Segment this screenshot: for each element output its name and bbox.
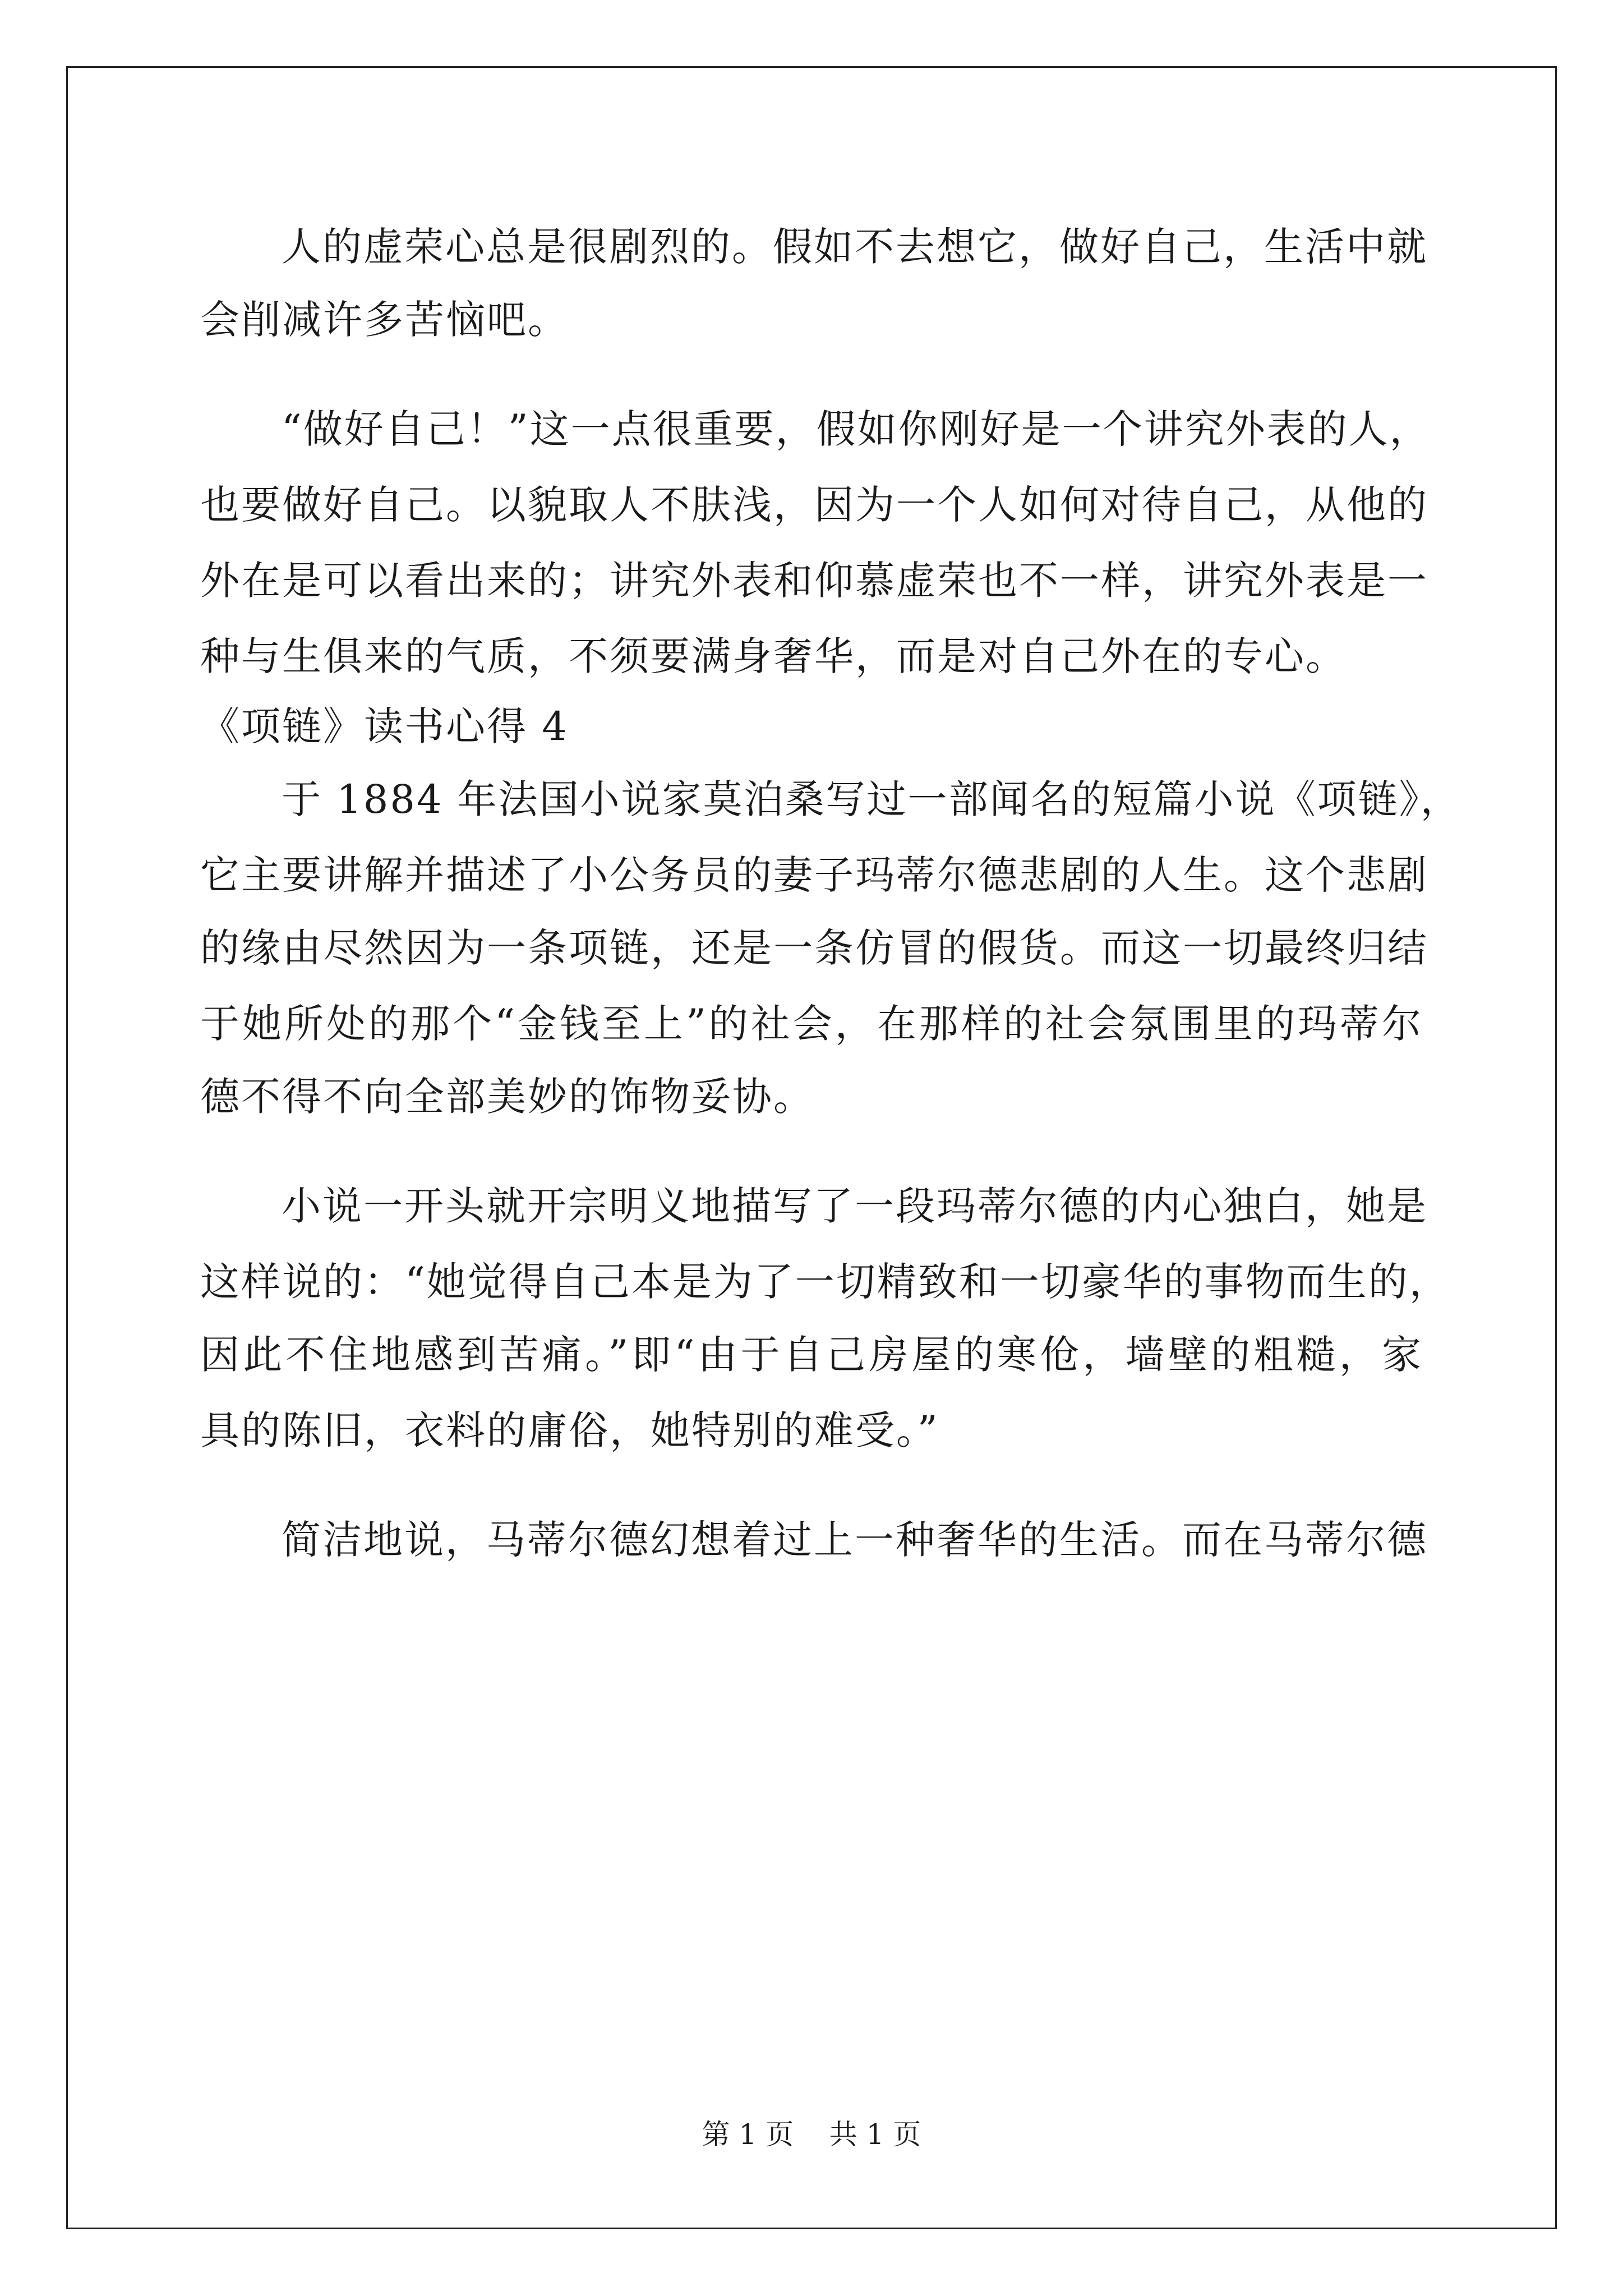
paragraph-4-line-2: 这样说的：“她觉得自己本是为了一切精致和一切豪华的事物而生的， <box>200 1259 1450 1305</box>
paragraph-4-line-4: 具的陈旧，衣料的庸俗，她特别的难受。” <box>200 1407 939 1453</box>
paragraph-2-line-2: 也要做好自己。以貌取人不肤浅，因为一个人如何对待自己，从他的 <box>200 482 1428 528</box>
paragraph-2-line-4: 种与生俱来的气质，不须要满身奢华，而是对自己外在的专心。 <box>200 633 1347 679</box>
page-border <box>66 66 1557 2229</box>
paragraph-5-line-1: 简洁地说，马蒂尔德幻想着过上一种奢华的生活。而在马蒂尔德 <box>282 1517 1428 1563</box>
section-heading: 《项链》读书心得 4 <box>200 703 569 749</box>
paragraph-3-line-2: 它主要讲解并描述了小公务员的妻子玛蒂尔德悲剧的人生。这个悲剧 <box>200 852 1428 898</box>
paragraph-2-line-3: 外在是可以看出来的；讲究外表和仰慕虚荣也不一样，讲究外表是一 <box>200 558 1428 604</box>
paragraph-3-line-3: 的缘由尽然因为一条项链，还是一条仿冒的假货。而这一切最终归结 <box>200 925 1428 971</box>
paragraph-1-line-2: 会削减许多苦恼吧。 <box>200 297 569 343</box>
paragraph-4-line-3: 因此不住地感到苦痛。”即“由于自己房屋的寒伧，墙壁的粗糙，家 <box>200 1332 1423 1378</box>
paragraph-3-line-1: 于 1884 年法国小说家莫泊桑写过一部闻名的短篇小说《项链》， <box>282 776 1461 822</box>
page-number-footer: 第 1 页 共 1 页 <box>702 2118 921 2151</box>
paragraph-2-line-1: “做好自己！”这一点很重要，假如你刚好是一个讲究外表的人， <box>282 406 1431 452</box>
paragraph-3-line-4: 于她所处的那个“金钱至上”的社会，在那样的社会氛围里的玛蒂尔 <box>200 1001 1423 1047</box>
paragraph-4-line-1: 小说一开头就开宗明义地描写了一段玛蒂尔德的内心独白，她是 <box>282 1183 1428 1229</box>
paragraph-1-line-1: 人的虚荣心总是很剧烈的。假如不去想它，做好自己，生活中就 <box>282 224 1428 270</box>
paragraph-3-line-5: 德不得不向全部美妙的饰物妥协。 <box>200 1074 814 1120</box>
